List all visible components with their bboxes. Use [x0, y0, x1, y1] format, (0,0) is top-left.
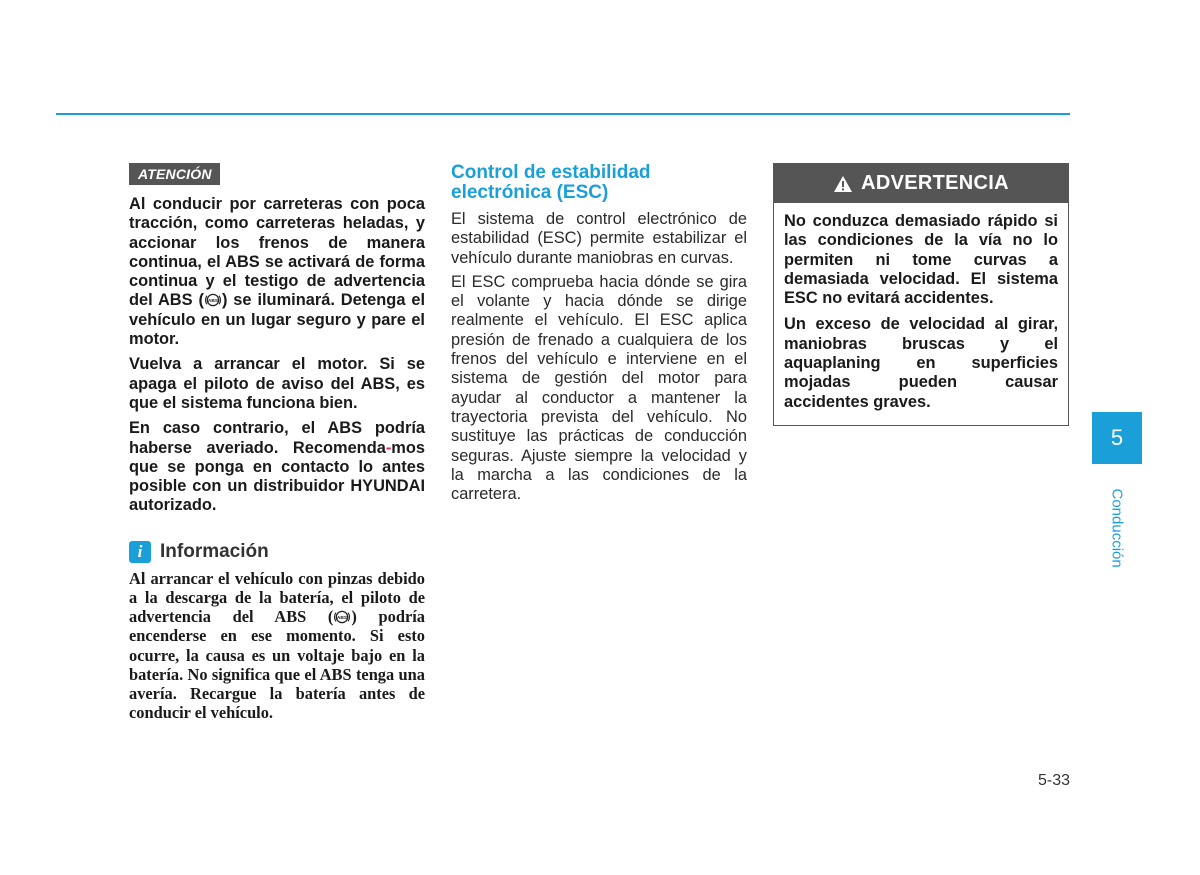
column-right: [773, 163, 1070, 426]
page-number: 5-33: [1037, 772, 1070, 789]
atencion-text-1a: Al conducir por carreteras con poca tracción, como carreteras heladas, y accionar los frenos de manera continua, el ABS se activará de forma continua y el testigo de advertencia del ABS (: [129, 195, 425, 310]
atencion-text-3b: mos que se ponga en contacto lo antes posible con un distribuidor HYUNDAI autorizado.: [129, 438, 425, 515]
esc-paragraph-1: El sistema de control electrónico de estabilidad (ESC) permite estabilizar el vehículo durante maniobras en curvas.: [451, 210, 747, 267]
abs-icon-text: ABS: [207, 299, 219, 305]
warning-title: ADVERTENCIA: [861, 172, 1009, 194]
esc-paragraph-2: El ESC comprueba hacia dónde se gira el volante y hacia dónde se dirige realmente el vehículo. El ESC aplica presión de frenado a cualquiera de los frenos del vehículo e interviene en el sistema de gestión del motor para ayudar al conductor a mantener la trayectoria prevista del vehículo. No sustituye las prácticas de conducción seguras. Ajuste siempre la velocidad y la marcha a las condiciones de la carretera.: [451, 272, 747, 504]
hyphen-mark: -: [385, 438, 392, 457]
abs-warning-icon: [333, 608, 351, 626]
warning-paragraph-2: Un exceso de velocidad al girar, maniobras bruscas y el aquaplaning en superficies mojadas pueden causar accidentes graves.: [784, 315, 1058, 411]
top-rule: [56, 113, 1070, 115]
column-middle: [451, 163, 747, 509]
warning-triangle-icon: [833, 175, 853, 193]
section-title-esc: Control de estabilidad electrónica (ESC): [451, 162, 651, 203]
info-title: Información: [160, 540, 269, 562]
warning-box: [773, 163, 1069, 426]
warning-header: [774, 164, 1068, 203]
atencion-paragraph-2: Vuelva a arrancar el motor. Si se apaga el piloto de aviso del ABS, es que el sistema funciona bien.: [129, 355, 425, 412]
info-text-b: ) podría encenderse en ese momento. Si esto ocurre, la causa es un voltaje bajo en la batería. No significa que el ABS tenga una avería. Recargue la batería antes de conducir el vehículo.: [129, 607, 425, 723]
abs-icon-text: ABS: [337, 615, 348, 621]
info-paragraph: [129, 569, 425, 723]
warning-body: [774, 203, 1068, 425]
atencion-paragraph-1: [129, 195, 425, 349]
info-text-a: Al arrancar el vehículo con pinzas debido a la descarga de la batería, el piloto de advertencia del ABS (: [129, 568, 425, 627]
info-header: [129, 541, 425, 563]
atencion-text-1b: ) se iluminará. Detenga el vehículo en un lugar seguro y pare el motor.: [129, 291, 426, 349]
atencion-text-3a: En caso contrario, el ABS podría haberse averiado. Recomenda: [129, 419, 425, 457]
chapter-label: Conducción: [1108, 488, 1126, 568]
warning-paragraph-1: No conduzca demasiado rápido si las condiciones de la vía no lo permiten ni tome curvas a demasiada velocidad. El sistema ESC no evitará accidentes.: [784, 212, 1058, 308]
column-left: [129, 163, 425, 722]
chapter-tab: 5: [1092, 412, 1142, 464]
atencion-paragraph-3: [129, 419, 425, 515]
info-icon: i: [129, 541, 151, 563]
atencion-badge: ATENCIÓN: [129, 163, 220, 185]
abs-warning-icon: [204, 291, 222, 309]
